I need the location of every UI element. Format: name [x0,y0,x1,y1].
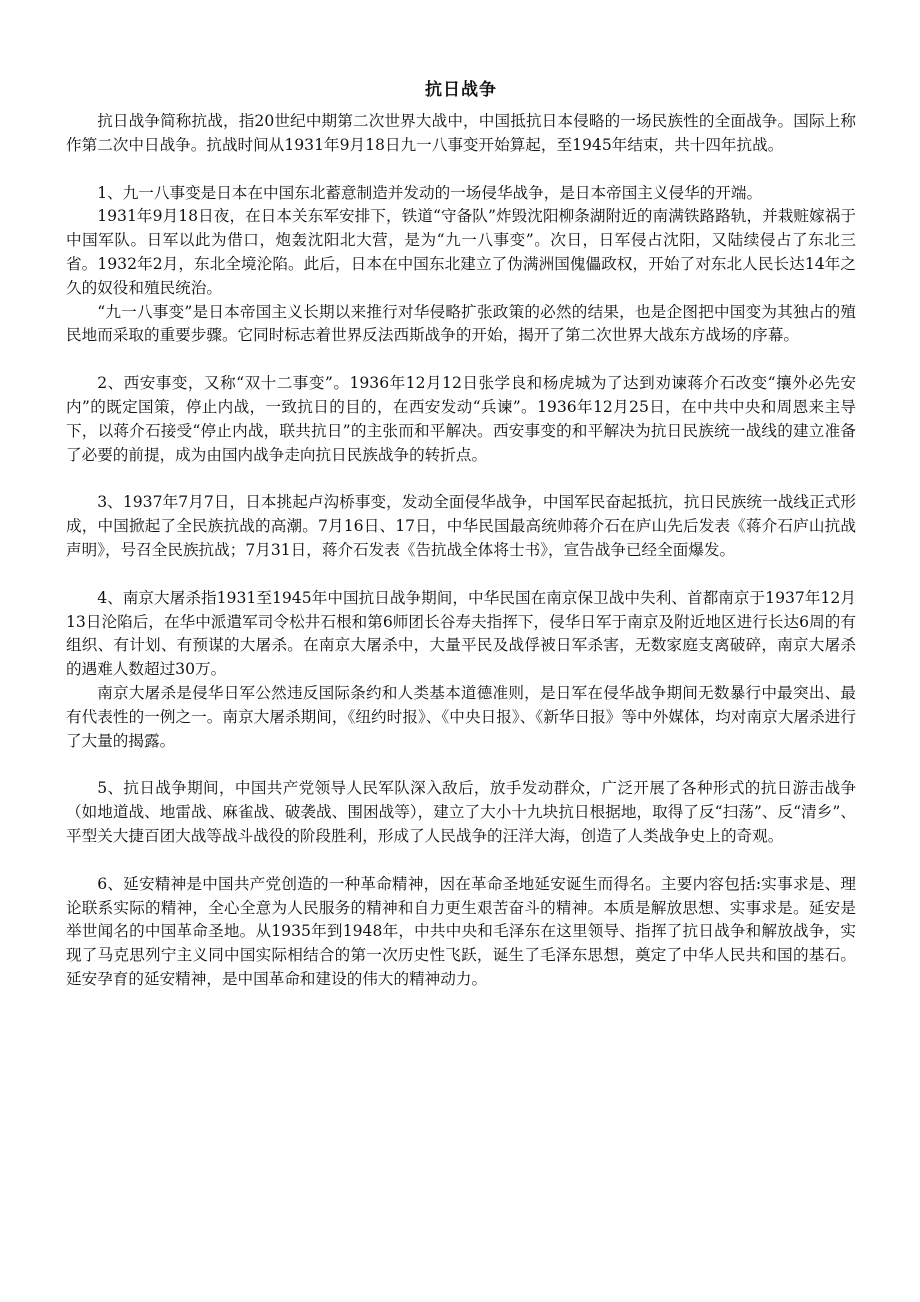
document-page [66,78,856,992]
section-gap [66,849,856,873]
section-gap [66,158,856,182]
section-6 [66,873,856,992]
section-gap [66,467,856,491]
document-title: 抗日战争 [425,80,497,100]
section-4-paragraph-1: 4、南京大屠杀指1931至1945年中国抗日战争期间，中华民国在南京保卫战中失利、首都南京于1937年12月13日沦陷后，在华中派遣军司令松井石根和第6师团长谷寿夫指挥下，侵华日军于南京及附近地区进行长达6周的有组织、有计划、有预谋的大屠杀。在南京大屠杀中，大量平民及战俘被日军杀害，无数家庭支离破碎，南京大屠杀的遇难人数超过30万。 [66,588,856,679]
section-5 [66,777,856,848]
section-2-paragraph-1: 2、西安事变，又称“双十二事变”。1936年12月12日张学良和杨虎城为了达到劝谏蒋介石改变“攘外必先安内”的既定国策，停止内战，一致抗日的目的，在西安发动“兵谏”。1936年12月25日，在中共中央和周恩来主导下，以蒋介石接受“停止内战，联共抗日”的主张而和平解决。西安事变的和平解决为抗日民族统一战线的建立准备了必要的前提，成为由国内战争走向抗日民族战争的转折点。 [66,374,856,464]
section-gap [66,753,856,777]
section-3 [66,491,856,562]
section-gap [66,563,856,587]
section-1-paragraph-1: 1、九一八事变是日本在中国东北蓄意制造并发动的一场侵华战争，是日本帝国主义侵华的开端。 [97,183,763,202]
intro-paragraph: 抗日战争简称抗战，指20世纪中期第二次世界大战中，中国抵抗日本侵略的一场民族性的全面战争。国际上称作第二次中日战争。抗战时间从1931年9月18日九一八事变开始算起，至1945年结束，共十四年抗战。 [66,112,856,154]
section-5-paragraph-1: 5、抗日战争期间，中国共产党领导人民军队深入敌后，放手发动群众，广泛开展了各种形式的抗日游击战争（如地道战、地雷战、麻雀战、破袭战、围困战等），建立了大小十九块抗日根据地，取得了反“扫荡”、反“清乡”、平型关大捷百团大战等战斗战役的阶段胜利，形成了人民战争的汪洋大海，创造了人类战争史上的奇观。 [66,779,856,845]
section-gap [66,348,856,372]
section-3-paragraph-1: 3、1937年7月7日，日本挑起卢沟桥事变，发动全面侵华战争，中国军民奋起抵抗，抗日民族统一战线正式形成，中国掀起了全民族抗战的高潮。7月16日、17日，中华民国最高统帅蒋介石在庐山先后发表《蒋介石庐山抗战声明》，号召全民族抗战；7月31日，蒋介石发表《告抗战全体将士书》，宣告战争已经全面爆发。 [66,493,856,559]
section-4-paragraph-2: 南京大屠杀是侵华日军公然违反国际条约和人类基本道德准则，是日军在侵华战争期间无数暴行中最突出、最有代表性的一例之一。南京大屠杀期间，《纽约时报》、《中央日报》、《新华日报》等中外媒体，均对南京大屠杀进行了大量的揭露。 [66,683,856,750]
section-6-paragraph-1: 6、延安精神是中国共产党创造的一种革命精神，因在革命圣地延安诞生而得名。主要内容包括:实事求是、理论联系实际的精神，全心全意为人民服务的精神和自力更生艰苦奋斗的精神。本质是解放思想、实事求是。延安是举世闻名的中国革命圣地。从1935年到1948年，中共中央和毛泽东在这里领导、指挥了抗日战争和解放战争，实现了马克思列宁主义同中国实际相结合的第一次历史性飞跃，诞生了毛泽东思想，奠定了中华人民共和国的基石。延安孕育的延安精神，是中国革命和建设的伟大的精神动力。 [66,874,856,988]
section-1 [66,182,856,349]
section-2 [66,372,856,467]
section-4 [66,587,856,754]
section-1-paragraph-2: 1931年9月18日夜，在日本关东军安排下，铁道“守备队”炸毁沈阳柳条湖附近的南满铁路路轨，并栽赃嫁祸于中国军队。日军以此为借口，炮轰沈阳北大营，是为“九一八事变”。次日，日军侵占沈阳，又陆续侵占了东北三省。1932年2月，东北全境沦陷。此后，日本在中国东北建立了伪满洲国傀儡政权，开始了对东北人民长达14年之久的奴役和殖民统治。 [66,207,856,297]
section-1-paragraph-3: “九一八事变”是日本帝国主义长期以来推行对华侵略扩张政策的必然的结果，也是企图把中国变为其独占的殖民地而采取的重要步骤。它同时标志着世界反法西斯战争的开始，揭开了第二次世界大战东方战场的序幕。 [66,302,856,345]
